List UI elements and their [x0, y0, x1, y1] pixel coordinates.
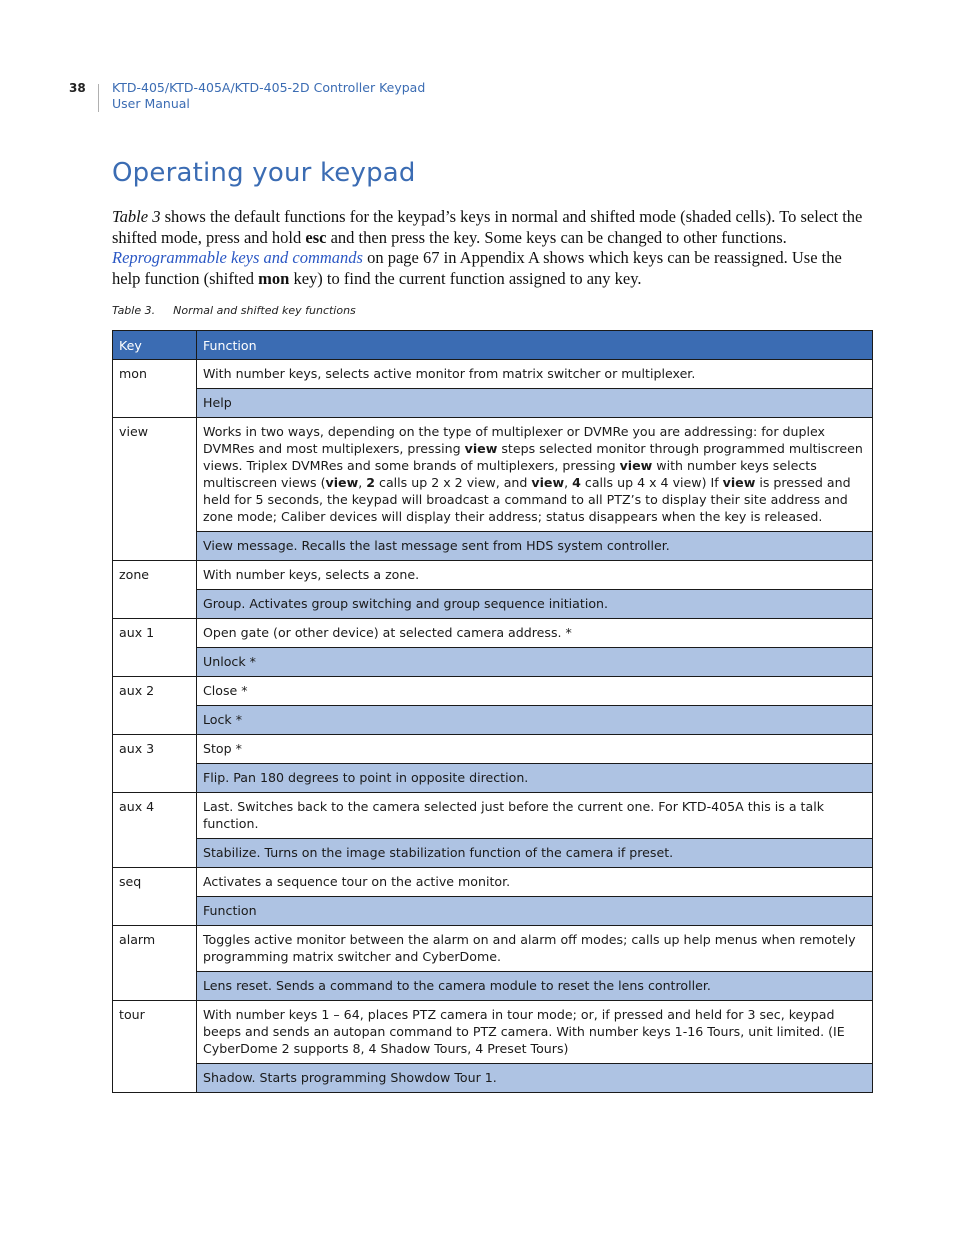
key-cell: aux 4 — [113, 793, 197, 868]
table-row-shifted — [113, 389, 873, 418]
bold-key-ref: view — [531, 475, 565, 490]
doc-subtitle: User Manual — [112, 96, 190, 111]
table-row — [113, 561, 873, 590]
shifted-function-cell — [197, 532, 873, 561]
intro-text-4: key) to find the current function assigned to any key. — [289, 268, 642, 288]
header-key: Key — [113, 331, 197, 360]
shifted-function-cell: Group. Activates group switching and group sequence initiation. — [197, 590, 873, 619]
table-row — [113, 418, 873, 532]
table-row-shifted — [113, 648, 873, 677]
key-cell: tour — [113, 1001, 197, 1093]
table-row-shifted — [113, 839, 873, 868]
text-run: Shadow. — [203, 1070, 256, 1085]
normal-function-cell: Stop * — [197, 735, 873, 764]
table-row — [113, 735, 873, 764]
key-cell: aux 3 — [113, 735, 197, 793]
table-reference: Table 3 — [112, 207, 161, 226]
header-function: Function — [197, 331, 873, 360]
reprogrammable-keys-link[interactable]: Reprogrammable keys and commands — [112, 248, 363, 267]
shifted-function-cell: Stabilize. Turns on the image stabilization function of the camera if preset. — [197, 839, 873, 868]
intro-text-2: and then press the key. Some keys can be changed to other functions. — [326, 227, 787, 247]
table-row-shifted — [113, 972, 873, 1001]
shifted-function-cell: Unlock * — [197, 648, 873, 677]
table-row — [113, 793, 873, 839]
esc-key-ref: esc — [305, 227, 327, 247]
normal-function-cell: With number keys, selects a zone. — [197, 561, 873, 590]
bold-key-ref: view — [325, 475, 359, 490]
normal-function-cell: Activates a sequence tour on the active monitor. — [197, 868, 873, 897]
intro-text-1: shows the default functions for the keypad’s keys in normal and shifted mode (shaded cells). To select the shifted mode, press and hold — [112, 207, 863, 247]
text-run: is pressed and held for 5 seconds, the keypad will broadcast a command to all PTZ’s to display their site address and zone mode; Caliber devices will display their address; status disappears when the key is released. — [203, 475, 851, 524]
table-row-shifted — [113, 764, 873, 793]
shifted-function-cell: Help — [197, 389, 873, 418]
bold-key-ref: view — [619, 458, 653, 473]
intro-paragraph — [112, 207, 872, 289]
text-run: , — [564, 475, 573, 490]
text-run: Recalls the last message sent from HDS system controller. — [297, 538, 670, 553]
normal-function-cell: With number keys, selects active monitor from matrix switcher or multiplexer. — [197, 360, 873, 389]
normal-function-cell: With number keys 1 – 64, places PTZ camera in tour mode; or, if pressed and held for 3 sec, keypad beeps and sends an autopan command to PTZ camera. With number keys 1-16 Tours, unit limited. (IE CyberDome 2 supports 8, 4 Shadow Tours, 4 Preset Tours) — [197, 1001, 873, 1064]
shifted-function-cell: Function — [197, 897, 873, 926]
normal-function-cell — [197, 418, 873, 532]
intro-text-3: on page 67 in Appendix A shows which keys can be reassigned. Use the help function (shifted — [112, 248, 842, 288]
table-row — [113, 360, 873, 389]
table-header-row — [113, 331, 873, 360]
shifted-function-cell: Lens reset. Sends a command to the camera module to reset the lens controller. — [197, 972, 873, 1001]
key-cell: mon — [113, 360, 197, 418]
shifted-function-cell: Lock * — [197, 706, 873, 735]
normal-function-cell: Open gate (or other device) at selected camera address. * — [197, 619, 873, 648]
table-row-shifted — [113, 590, 873, 619]
key-functions-table — [112, 330, 873, 1093]
table-row — [113, 868, 873, 897]
key-cell: aux 2 — [113, 677, 197, 735]
doc-title: KTD-405/KTD-405A/KTD-405-2D Controller Keypad — [112, 80, 426, 95]
section-title: Operating your keypad — [112, 158, 416, 188]
normal-function-cell: Close * — [197, 677, 873, 706]
header-divider — [98, 84, 99, 112]
table-row-shifted — [113, 532, 873, 561]
key-cell: seq — [113, 868, 197, 926]
table-row — [113, 1001, 873, 1064]
text-run: Starts programming Showdow Tour 1. — [255, 1070, 497, 1085]
text-run: calls up 4 x 4 view) If — [580, 475, 723, 490]
key-cell: zone — [113, 561, 197, 619]
key-cell: view — [113, 418, 197, 561]
caption-title: Normal and shifted key functions — [173, 304, 356, 317]
shifted-function-cell: Flip. Pan 180 degrees to point in opposite direction. — [197, 764, 873, 793]
table-row-shifted — [113, 1064, 873, 1093]
bold-key-ref: 2 — [366, 475, 376, 490]
bold-key-ref: 4 — [572, 475, 581, 490]
mon-key-ref: mon — [258, 268, 290, 288]
table-row-shifted — [113, 706, 873, 735]
text-run: , — [358, 475, 367, 490]
normal-function-cell: Toggles active monitor between the alarm on and alarm off modes; calls up help menus when remotely programming matrix switcher and CyberDome. — [197, 926, 873, 972]
key-cell: alarm — [113, 926, 197, 1001]
text-run: View message. — [203, 538, 298, 553]
table-caption — [112, 304, 356, 317]
table-row — [113, 926, 873, 972]
text-run: calls up 2 x 2 view, and — [375, 475, 532, 490]
text-run: with number keys selects multiscreen views ( — [203, 458, 817, 490]
page-number: 38 — [69, 81, 86, 95]
text-run: Works in two ways, depending on the type of multiplexer or DVMRe you are addressing: for duplex DVMRes and most multiplexers, pressing — [203, 424, 825, 456]
bold-key-ref: view — [722, 475, 756, 490]
normal-function-cell: Last. Switches back to the camera selected just before the current one. For KTD-405A this is a talk function. — [197, 793, 873, 839]
table-row — [113, 619, 873, 648]
text-run: steps selected monitor through programmed multiscreen views. Triplex DVMRes and some brands of multiplexers, pressing — [203, 441, 863, 473]
caption-label: Table 3. — [112, 304, 156, 317]
table-row-shifted — [113, 897, 873, 926]
key-cell: aux 1 — [113, 619, 197, 677]
running-header — [112, 80, 425, 112]
table-row — [113, 677, 873, 706]
shifted-function-cell — [197, 1064, 873, 1093]
bold-key-ref: view — [464, 441, 498, 456]
